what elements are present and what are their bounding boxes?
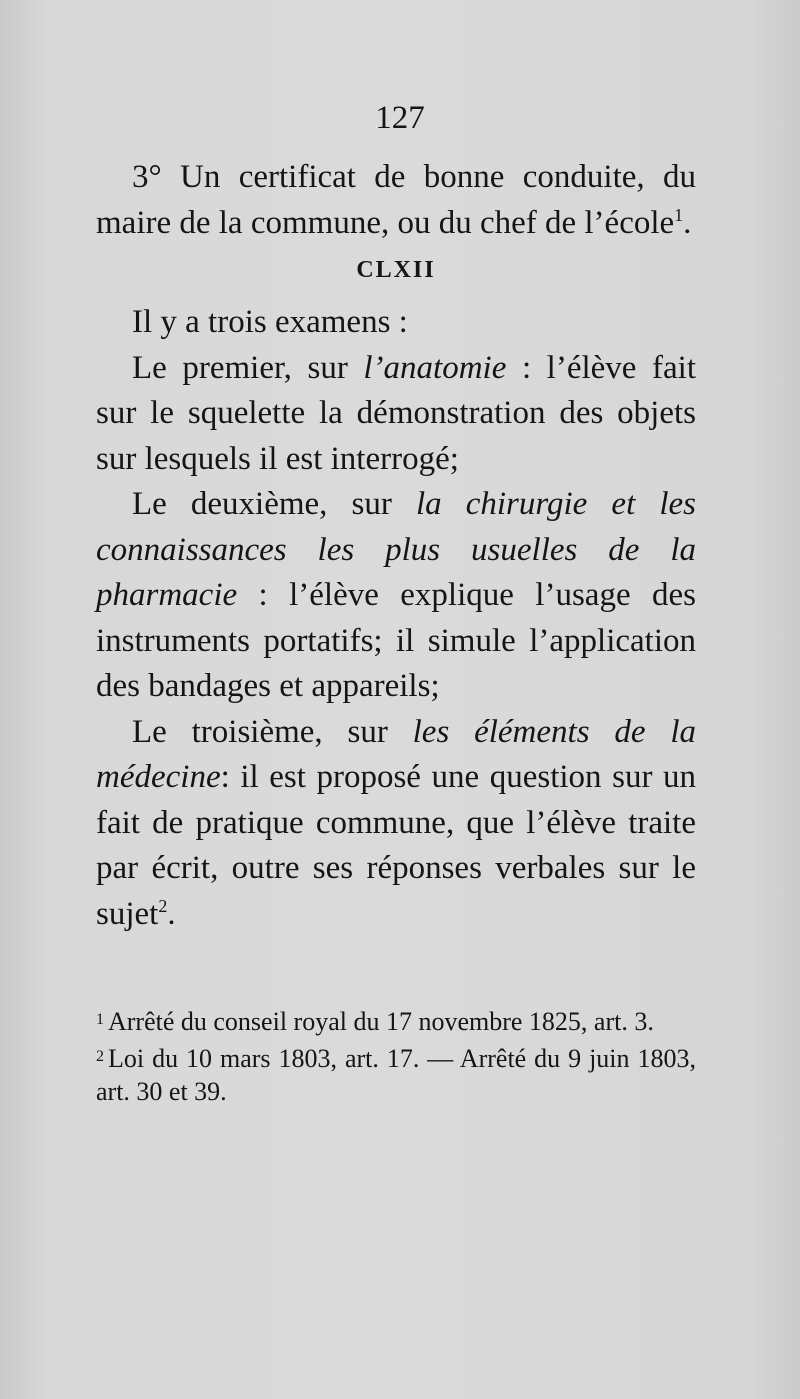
section-heading: CLXII [356, 257, 436, 283]
exam-2-lead: Le deuxième, sur [132, 486, 416, 522]
footnote-1 [96, 1003, 696, 1038]
exam-1-lead: Le premier, sur [132, 349, 364, 386]
footnote-1-text: Arrêté du conseil royal du 17 novembre 1825, art. 3. [108, 1007, 654, 1036]
footnotes [96, 1003, 696, 1108]
footnote-2-text: Loi du 10 mars 1803, art. 17. — Arrêté du 9 juin 1803, art. 30 et 39. [96, 1044, 696, 1106]
paragraph-certificate [96, 155, 696, 246]
exam-3-subject: les éléments de la médecine [96, 713, 696, 795]
paragraph-intro: Il y a trois examens : [132, 304, 408, 340]
exam-1-subject: l’anatomie [363, 349, 507, 386]
footnote-ref-1: 1 [674, 204, 684, 225]
exam-2-subject: la chirurgie et les connaissances les plus usuelles de la pharmacie [96, 486, 696, 613]
footnote-2 [96, 1040, 696, 1108]
exam-2-desc: : l’élève explique l’usage des instruments portatifs; il simule l’application des bandages et appareils; [96, 577, 696, 704]
paragraph-exam-1 [96, 346, 696, 483]
paragraph-certificate-text: 3° Un certificat de bonne conduite, du maire de la commune, ou du chef de l’école [96, 159, 696, 241]
exam-3-desc: : il est proposé une question sur un fait de pratique commune, que l’élève traite par écrit, outre ses réponses verbales sur le sujet [96, 759, 696, 932]
exam-3-lead: Le troisième, sur [132, 713, 413, 750]
paragraph-certificate-end: . [683, 204, 692, 241]
footnote-ref-2: 2 [158, 895, 168, 916]
paragraph-exam-2 [96, 482, 696, 710]
body-text [96, 155, 696, 937]
footnote-1-mark: 1 [96, 1011, 104, 1028]
footnote-2-mark: 2 [96, 1048, 104, 1065]
exam-1-desc: : l’élève fait sur le squelette la démonstration des objets sur lesquels il est interrogé; [96, 349, 696, 477]
exam-3-end: . [167, 895, 176, 932]
page-number: 127 [375, 100, 425, 136]
paragraph-exam-3 [96, 710, 696, 938]
